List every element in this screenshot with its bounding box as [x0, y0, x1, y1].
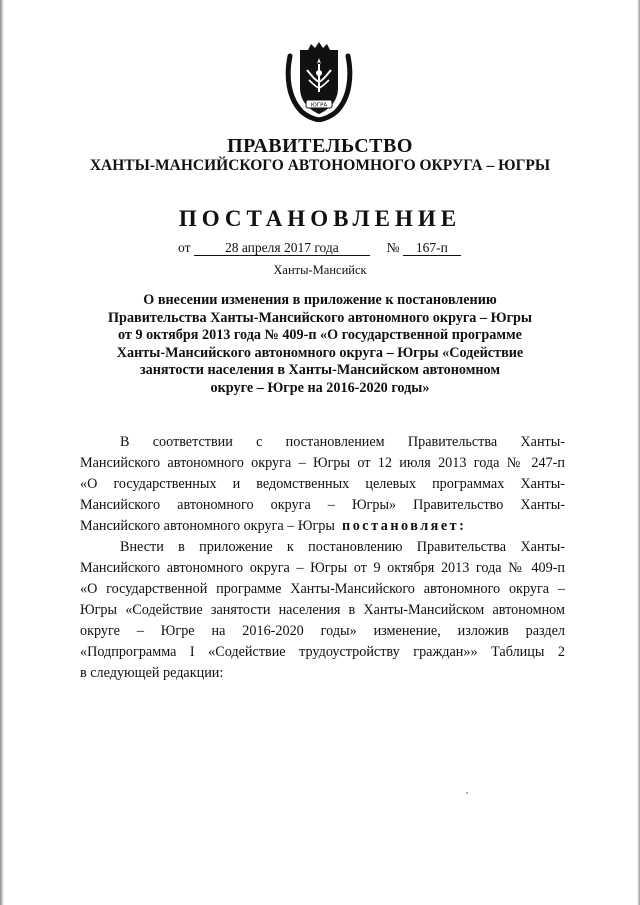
subject-line: занятости населения в Ханты-Мансийском автономном [139, 362, 501, 378]
decree-word: постановляет: [342, 518, 467, 534]
paragraph-line: «Подпрограмма I «Содействие трудоустройству граждан»» Таблицы 2 [80, 644, 565, 660]
document-number: 167-п [403, 240, 461, 256]
document-type-title: ПОСТАНОВЛЕНИЕ [178, 206, 462, 231]
paragraph-line: Мансийского автономного округа – Югры [80, 518, 335, 534]
paragraph-line-last [80, 516, 565, 537]
coat-of-arms-icon [284, 42, 354, 122]
subject-line: О внесении изменения в приложение к постановлению [143, 292, 497, 308]
operative-paragraph [80, 537, 565, 684]
number-label: № [386, 240, 400, 255]
subject-line: от 9 октября 2013 года № 409-п «О государственной программе [118, 327, 522, 343]
date-number-line [178, 240, 461, 256]
document-date: 28 апреля 2017 года [194, 240, 370, 256]
paragraph-line: В соответствии с постановлением Правительства Ханты- [120, 434, 565, 450]
paragraph-line: округе – Югре на 2016-2020 годы» изменение, изложив раздел [80, 623, 565, 639]
paragraph-line: «О государственной программе Ханты-Мансийского автономного округа – [80, 581, 565, 597]
svg-text:ЮГРА: ЮГРА [310, 102, 328, 109]
paragraph-line: в следующей редакции: [80, 665, 224, 681]
subject-line: округе – Югре на 2016-2020 годы» [210, 379, 430, 396]
from-label: от [178, 240, 191, 255]
paragraph-line: Мансийского автономного округа – Югры от 12 июля 2013 года № 247-п [80, 455, 565, 471]
paragraph-line: Югры «Содействие занятости населения в Ханты-Мансийском автономном [80, 602, 565, 618]
document-subject [85, 292, 555, 397]
paragraph-line: Мансийского автономного округа – Югры» Правительство Ханты- [80, 497, 565, 513]
subject-line: Ханты-Мансийского автономного округа – Югры «Содействие [116, 344, 524, 361]
region-name: ХАНТЫ-МАНСИЙСКОГО АВТОНОМНОГО ОКРУГА – ЮГРЫ [89, 157, 551, 174]
preamble-paragraph [80, 432, 565, 537]
paragraph-line: Мансийского автономного округа – Югры от 9 октября 2013 года № 409-п [80, 560, 565, 576]
paragraph-line: Внести в приложение к постановлению Правительства Ханты- [120, 539, 565, 555]
paragraph-line: «О государственных и ведомственных целевых программах Ханты- [80, 476, 565, 492]
government-name: ПРАВИТЕЛЬСТВО [227, 135, 413, 157]
city-name: Ханты-Мансийск [273, 263, 367, 277]
subject-line: Правительства Ханты-Мансийского автономного округа – Югры [108, 309, 532, 326]
scan-speck [466, 792, 468, 794]
